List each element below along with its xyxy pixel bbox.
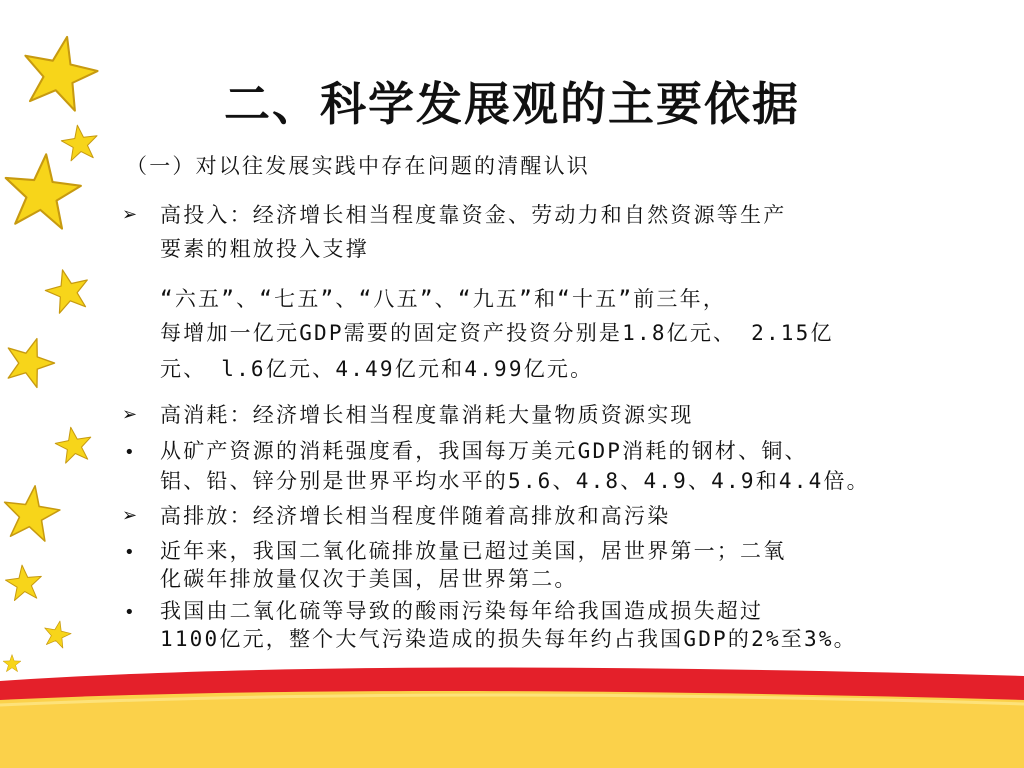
point1-label-line1: 高投入：经济增长相当程度靠资金、劳动力和自然资源等生产 [160,203,787,227]
section-heading: （一）对以往发展实践中存在问题的清醒认识 [126,154,590,178]
point2-detail-line2: 铝、铅、锌分别是世界平均水平的5.6、4.8、4.9、4.9和4.4倍。 [160,469,870,493]
star-icon [4,564,44,604]
dot-bullet-icon: • [124,602,135,623]
star-icon [0,484,62,546]
point1-detail-line2: 每增加一亿元GDP需要的固定资产投资分别是1.8亿元、 2.15亿 [160,321,834,345]
point3-detail2-line1: 我国由二氧化硫等导致的酸雨污染每年给我国造成损失超过 [160,599,764,623]
star-icon [42,620,72,650]
point2-detail-line1: 从矿产资源的消耗强度看，我国每万美元GDP消耗的钢材、铜、 [160,439,808,463]
point3-detail2-line2: 1100亿元，整个大气污染造成的损失每年约占我国GDP的2%至3%。 [160,627,857,651]
arrow-bullet-icon: ➢ [122,505,138,526]
star-icon [2,336,56,390]
dot-bullet-icon: • [124,542,135,563]
point1-detail-line1: “六五”、“七五”、“八五”、“九五”和“十五”前三年， [160,287,727,311]
point3-detail1-line2: 化碳年排放量仅次于美国，居世界第二。 [160,567,578,591]
star-icon [0,152,84,236]
star-icon [44,268,92,316]
page-title: 二、科学发展观的主要依据 [224,77,800,131]
point2-label: 高消耗：经济增长相当程度靠消耗大量物质资源实现 [160,403,694,427]
gold-stripe [0,691,1024,768]
arrow-bullet-icon: ➢ [122,204,138,225]
point3-label: 高排放：经济增长相当程度伴随着高排放和高污染 [160,504,671,528]
point3-detail1-line1: 近年来，我国二氧化硫排放量已超过美国，居世界第一；二氧 [160,539,787,563]
star-icon [54,426,94,466]
point1-label-line2: 要素的粗放投入支撑 [160,237,369,261]
star-icon [2,654,22,674]
arrow-bullet-icon: ➢ [122,404,138,425]
point1-detail-line3: 元、 l.6亿元、4.49亿元和4.99亿元。 [160,357,594,381]
dot-bullet-icon: • [124,442,135,463]
